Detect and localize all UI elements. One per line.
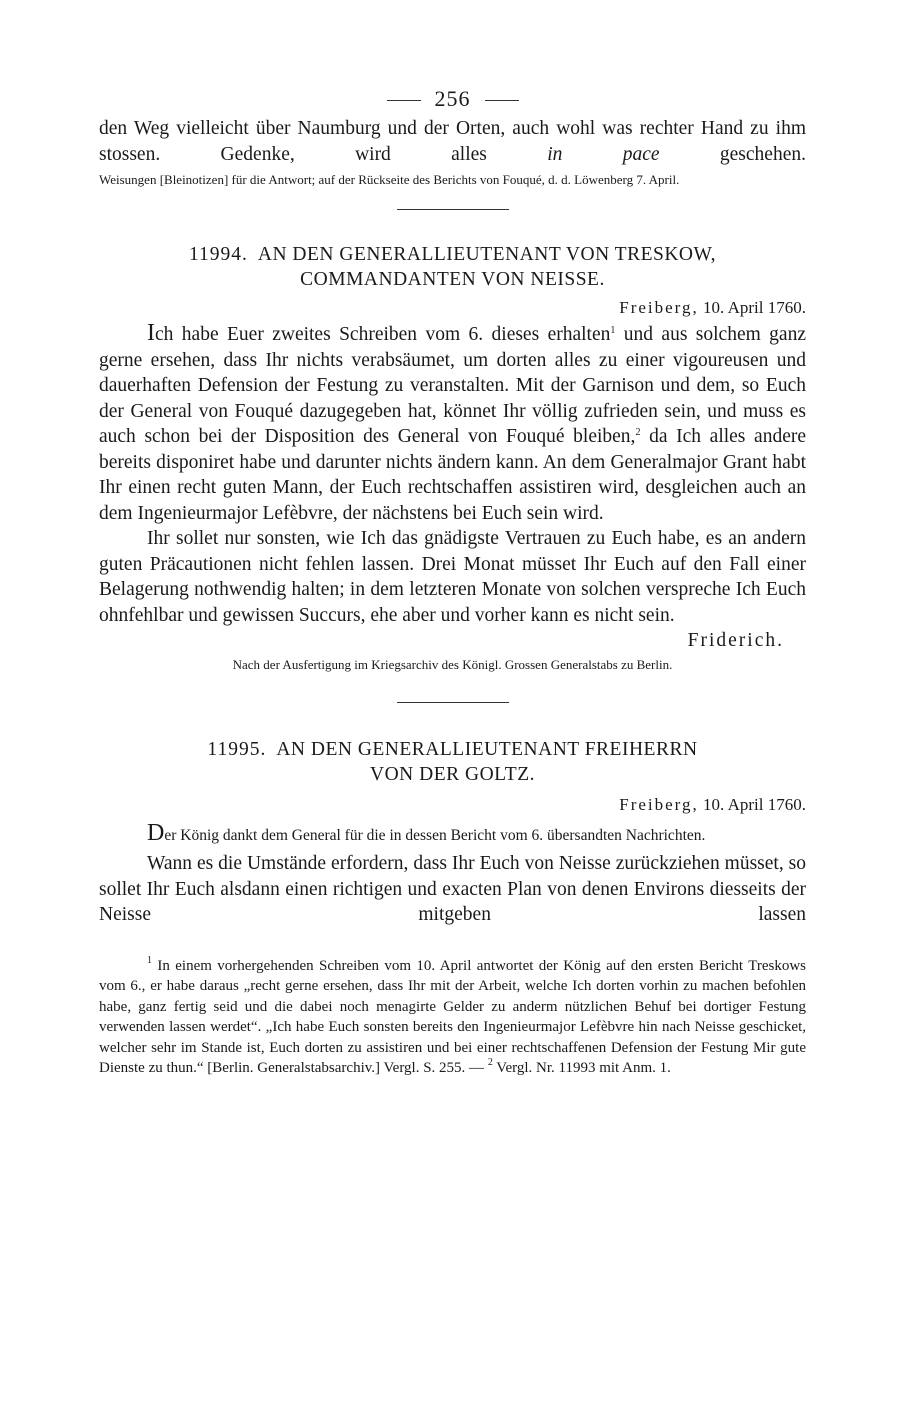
footnote-2-text: Vergl. Nr. 11993 mit Anm. 1. xyxy=(492,1060,671,1076)
letter2-heading-text1: AN DEN GENERALLIEUTENANT FREIHERRN xyxy=(276,739,698,760)
intro-text-end: geschehen. xyxy=(659,143,806,165)
letter2-dropcap: D xyxy=(147,820,165,846)
page-number-dash-right xyxy=(485,100,519,101)
section-divider-1 xyxy=(397,209,509,210)
letter1-heading-text1: AN DEN GENERALLIEUTENANT VON TRESKOW, xyxy=(257,244,717,265)
letter2-number: 11995. xyxy=(207,739,267,760)
intro-paragraph xyxy=(99,116,806,167)
letter1-signature: Friderich. xyxy=(687,630,784,651)
page-number: 256 xyxy=(434,86,471,111)
letter2-date: 10. April 1760. xyxy=(703,795,806,814)
letter1-body xyxy=(99,322,806,628)
letter1-paragraph1 xyxy=(99,322,806,526)
intro-text xyxy=(99,116,806,167)
letter2-summary-text: er König dankt dem General für die in dessen Bericht vom 6. übersandten Nachrichten. xyxy=(164,827,706,844)
letter1-paragraph2: Ihr sollet nur sonsten, wie Ich das gnädigste Vertrauen zu Euch habe, es an andern guten Präcautionen nicht fehlen lassen. Drei Monat müsset Ihr Euch auf den Fall einer Belagerung nothwendig halten; in dem letzteren Monate von solchen verspreche Ich Euch ohnfehlbar und gewissen Succurs, ehe aber und vorher kann es nicht sein. xyxy=(99,528,806,626)
intro-italic: in pace xyxy=(547,143,660,165)
intro-note: Weisungen [Bleinotizen] für die Antwort; auf der Rückseite des Berichts von Fouqué, d. d. Löwenberg 7. April. xyxy=(99,172,680,187)
letter1-source: Nach der Ausfertigung im Kriegsarchiv des Königl. Grossen Generalstabs zu Berlin. xyxy=(232,657,673,672)
letter1-p1-part2: und aus solchem ganz gerne ersehen, dass Ihr nichts verabsäumet, um dorten alles zu einer vigoureusen und dauerhaften Defension der Festung zu veranstalten. Mit der Garnison und dem, so Euch der General von Fouqué dazugegeben hat, könnet Ihr völlig zufrieden sein, und muss es auch schon bei der Disposition des General von Fouqué bleiben, xyxy=(99,324,806,447)
footnotes xyxy=(99,956,806,1079)
book-page xyxy=(99,84,806,1079)
footnote-1-mark: 1 xyxy=(147,954,152,966)
footnote-ref-1[interactable]: 1 xyxy=(610,325,616,336)
letter1-p1-part3: da Ich alles andere bereits disponiret habe und darunter nichts ändern kann. An dem Generalmajor Grant habt Ihr einen recht guten Mann, der Euch rechtschaffen assistiren wird, desgleichen auch an dem Ingenieurmajor Lefèbvre, der nächstens bei Euch sein wird. xyxy=(99,426,806,524)
section-divider-2 xyxy=(397,702,509,703)
letter2-heading xyxy=(99,737,806,787)
letter1-date: 10. April 1760. xyxy=(703,298,806,317)
letter2-dateline xyxy=(99,793,806,817)
letter2-heading-line2: VON DER GOLTZ. xyxy=(370,764,535,785)
letter1-dateline xyxy=(99,296,806,320)
footnote-ref-2[interactable]: 2 xyxy=(635,427,641,438)
letter2-heading-line1 xyxy=(99,737,806,762)
letter2-body xyxy=(99,851,806,928)
page-number-line xyxy=(99,84,806,114)
footnote-1-text: In einem vorhergehenden Schreiben vom 10. April antwortet der König auf den ersten Bericht Treskows vom 6., er habe daraus „recht gerne ersehen, dass Ihr mit der Arbeit, welche Ich dorten vorhin zu machen befohlen habe, ganz fertig seid und die dabei noch menagirte Gelder zu anderm nützlichen Behuf bei dortiger Festung verwenden lassen werdet“. „Ich habe Euch sonsten bereits den Ingenieurmajor Lefèbvre hin nach Neisse geschicket, welcher sehr im Stande ist, Euch dorten zu assistiren und bei einer rechtschaffenen Defension der Festung Mir gute Dienste zu thun.“ [Berlin. Generalstabsarchiv.] Vergl. S. 255. — xyxy=(99,957,806,1076)
letter2-paragraph1: Wann es die Umstände erfordern, dass Ihr Euch von Neisse zurückziehen müsset, so sollet Ihr Euch alsdann einen richtigen und exacten Plan von denen Environs diesseits der Neisse mitgeben lassen xyxy=(99,853,806,925)
intro-text-part: den Weg vielleicht über Naumburg und der Orten, auch wohl was rechter Hand zu ihm stossen. Gedenke, wird alles xyxy=(99,118,806,165)
letter1-dropcap: I xyxy=(147,320,155,346)
letter2-summary xyxy=(99,820,806,847)
letter1-heading-line2: COMMANDANTEN VON NEISSE. xyxy=(300,269,605,290)
letter2-place: Freiberg, xyxy=(619,795,699,814)
footnote-2-mark: 2 xyxy=(487,1057,493,1068)
footnote-1 xyxy=(99,956,806,1079)
letter1-heading-line1 xyxy=(99,242,806,267)
letter1-p1-part1: ch habe Euer zweites Schreiben vom 6. dieses erhalten xyxy=(155,324,611,345)
letter1-number: 11994. xyxy=(188,244,248,265)
letter1-place: Freiberg, xyxy=(619,298,699,317)
letter1-heading xyxy=(99,242,806,292)
page-number-dash-left xyxy=(387,100,421,101)
